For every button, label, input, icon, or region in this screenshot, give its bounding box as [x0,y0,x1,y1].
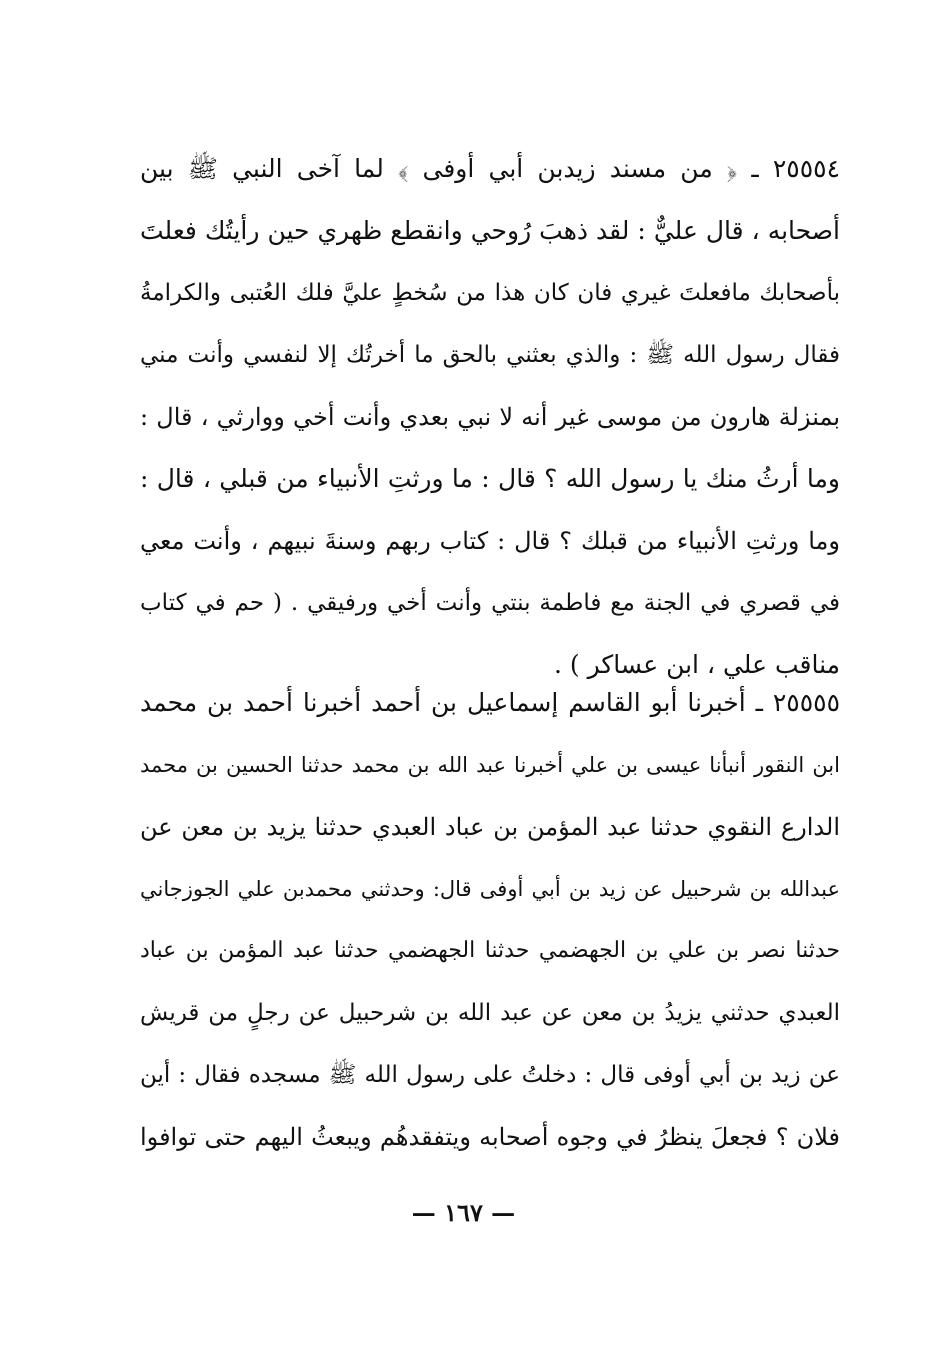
text-line: ابن النقور أنبأنا عيسى بن علي أخبرنا عبد الله بن محمد حدثنا الحسين بن محمد [140,753,840,777]
page-number: — ١٦٧ — [411,1198,516,1227]
text-line: مناقب علي ، ابن عساكر ) . [554,650,840,679]
hadith-paragraph-25554 [140,138,840,696]
text-line: ٢٥٥٥٤ ـ ﴿ من مسند زيدبن أبي أوفى ﴾ لما آخى النبي ﷺ بين [140,154,840,183]
text-line: وما أرثُ منك يا رسول الله ؟ قال : ما ورثتِ الأنبياء من قبلي ، قال : [140,464,840,493]
text-line: بأصحابك مافعلتَ غيري فان كان هذا من سُخطٍ عليَّ فلك العُتبى والكرامةُ [140,280,840,306]
text-line: فلان ؟ فجعلَ ينظرُ في وجوه أصحابه ويتفقدهُم ويبعثُ اليهم حتى توافوا [140,1123,840,1151]
text-line: ٢٥٥٥٥ ـ أخبرنا أبو القاسم إسماعيل بن أحمد أخبرنا أحمد بن محمد [140,688,840,717]
text-line: حدثنا نصر بن علي بن الجهضمي حدثنا الجهضمي حدثنا عبد المؤمن بن عباد [140,938,840,963]
text-line: فقال رسول الله ﷺ : والذي بعثني بالحق ما أخرتُك إلا لنفسي وأنت مني [140,342,840,368]
text-line: الدارع النقوي حدثنا عبد المؤمن بن عباد العبدي حدثنا يزيد بن معن عن [140,813,840,841]
text-line: عن زيد بن أبي أوفى قال : دخلتُ على رسول الله ﷺ مسجده فقال : أين [140,1062,840,1088]
text-line: في قصري في الجنة مع فاطمة بنتي وأنت أخي ورفيقي . ( حم في كتاب [140,590,840,616]
text-line: بمنزلة هارون من موسى غير أنه لا نبي بعدي وأنت أخي ووارثي ، قال : [140,403,840,431]
hadith-paragraph-25555 [140,672,840,1168]
text-line: وما ورثتِ الأنبياء من قبلك ؟ قال : كتاب ربهم وسنةَ نبيهم ، وأنت معي [140,527,840,555]
text-line: أصحابه ، قال عليٌّ : لقد ذهبَ رُوحي وانقطع ظهري حين رأيتُك فعلتَ [140,216,840,245]
text-line: عبدالله بن شرحبيل عن زيد بن أبي أوفى قال: وحدثني محمدبن علي الجوزجاني [140,877,840,901]
text-line: العبدي حدثني يزيدُ بن معن عن عبد الله بن شرحبيل عن رجلٍ من قريش [140,1000,840,1026]
